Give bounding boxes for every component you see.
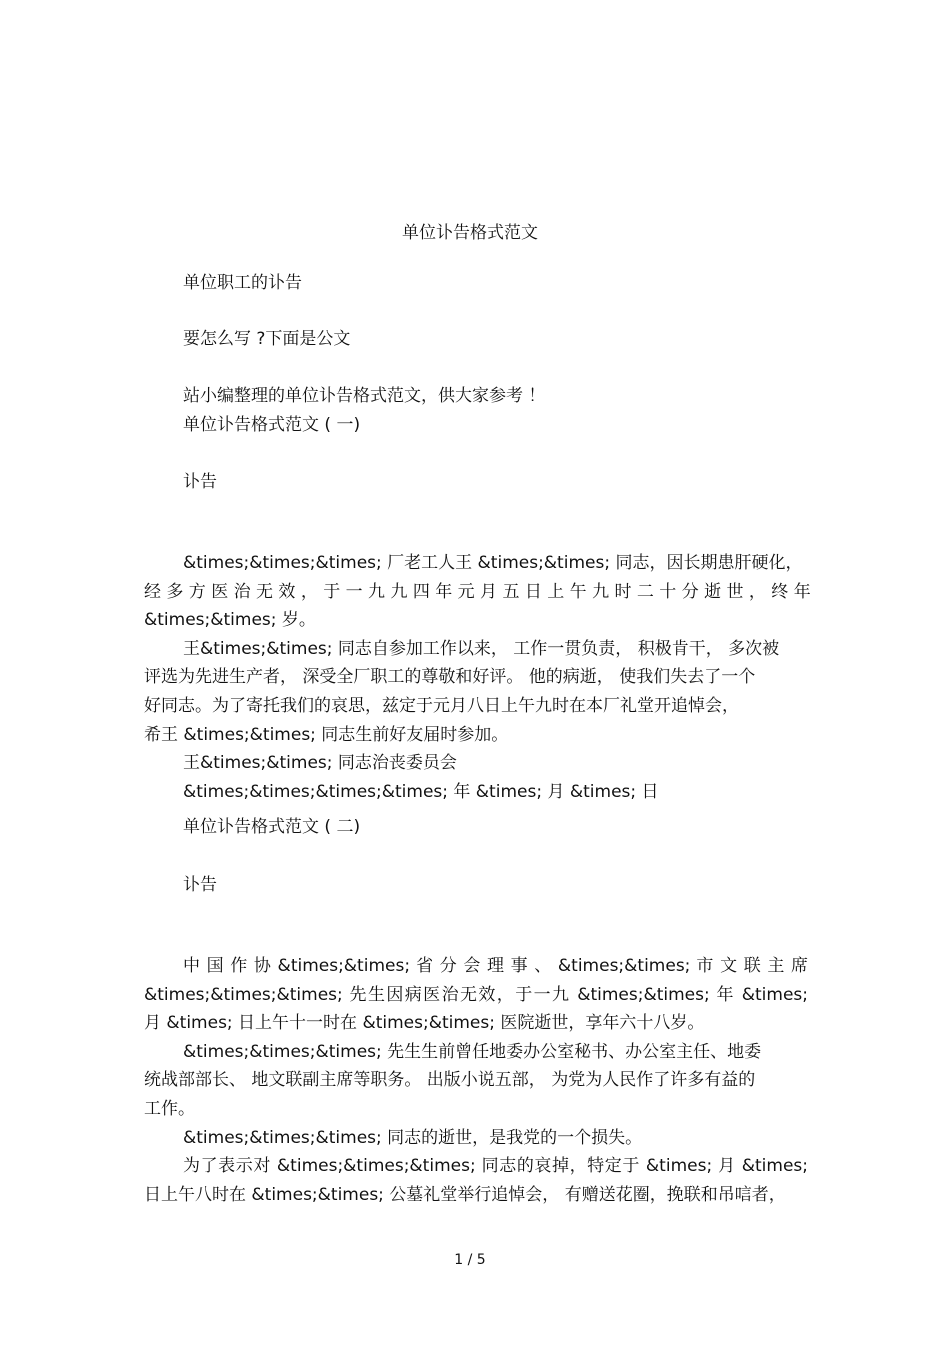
page-number: 1 / 5: [454, 1252, 486, 1268]
paragraph-line: 经 多 方 医 治 无 效 ， 于 一 九 九 四 年 元 月 五 日 上 午 九 时 二 十 分 逝 世 ， 终 年: [144, 581, 811, 602]
section-1-heading: 单位讣告格式范文 ( 一): [183, 415, 361, 435]
section-1-label: 讣告: [183, 472, 217, 492]
paragraph-line: 为了表示对 &times;&times;&times; 同志的哀掉，特定于 &times; 月 &times;: [183, 1156, 808, 1177]
intro-line-2: 要怎么写 ?下面是公文: [183, 329, 351, 349]
paragraph-line: 工作。: [144, 1098, 195, 1119]
date-line: &times;&times;&times;&times; 年 &times; 月 &times; 日: [183, 781, 659, 802]
paragraph-line: 中 国 作 协 &times;&times; 省 分 会 理 事 、 &times;&times; 市 文 联 主 席: [183, 956, 808, 976]
intro-line-3: 站小编整理的单位讣告格式范文，供大家参考 ！: [183, 386, 546, 406]
paragraph-line: &times;&times; 岁。: [144, 610, 316, 631]
section-1-body: [144, 549, 811, 806]
paragraph-line: 王&times;&times; 同志自参加工作以来， 工作一贯负责， 积极肯干， 多次被: [183, 638, 780, 659]
paragraph-line: &times;&times;&times; 同志的逝世，是我党的一个损失。: [183, 1127, 643, 1148]
signature-line: 王&times;&times; 同志治丧委员会: [183, 753, 457, 774]
intro-line-1: 单位职工的讣告: [183, 273, 302, 293]
section-2-label: 讣告: [183, 875, 217, 895]
paragraph-line: 评选为先进生产者， 深受全厂职工的尊敬和好评。 他的病逝， 使我们失去了一个: [144, 667, 756, 688]
paragraph-line: 日上午八时在 &times;&times; 公墓礼堂举行追悼会， 有赠送花圈，挽联和吊唁者，: [144, 1184, 786, 1205]
section-2-body: [144, 952, 808, 1209]
paragraph-line: 统战部部长、 地文联副主席等职务。 出版小说五部， 为党为人民作了许多有益的: [144, 1070, 756, 1091]
paragraph-line: &times;&times;&times; 厂老工人王 &times;&times; 同志，因长期患肝硬化，: [183, 553, 803, 573]
paragraph-line: 月 &times; 日上午十一时在 &times;&times; 医院逝世，享年六十八岁。: [144, 1013, 705, 1034]
document-title: 单位讣告格式范文: [402, 223, 538, 243]
section-2-heading: 单位讣告格式范文 ( 二): [183, 817, 361, 837]
paragraph-line: &times;&times;&times; 先生因病医治无效，于一九 &times;&times; 年 &times;: [144, 984, 808, 1005]
paragraph-line: 好同志。为了寄托我们的哀思，兹定于元月八日上午九时在本厂礼堂开追悼会，: [144, 695, 739, 716]
paragraph-line: 希王 &times;&times; 同志生前好友届时参加。: [144, 724, 509, 745]
paragraph-line: &times;&times;&times; 先生生前曾任地委办公室秘书、办公室主任、地委: [183, 1041, 762, 1062]
